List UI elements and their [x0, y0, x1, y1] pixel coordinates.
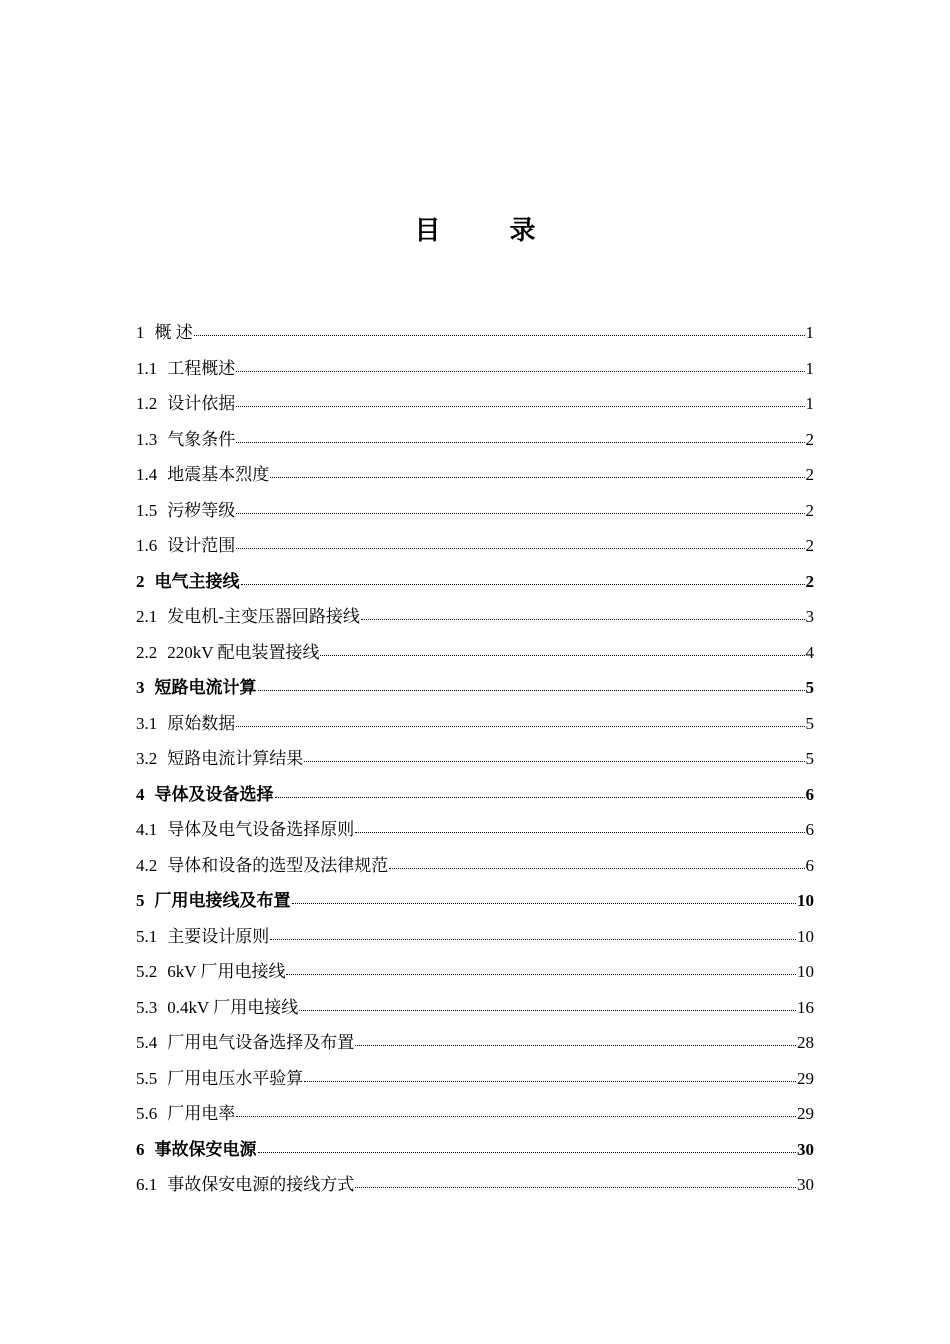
toc-entry-title: 6kV 厂用电接线 [167, 962, 286, 981]
toc-entry[interactable] [136, 1132, 814, 1168]
toc-entry-page-number: 1 [805, 394, 814, 413]
toc-entry-number: 1.1 [136, 358, 158, 378]
toc-entry[interactable] [136, 386, 814, 422]
toc-dot-leader [275, 797, 805, 798]
toc-entry-page-number: 6 [805, 784, 814, 804]
toc-entry-number: 1.2 [136, 394, 158, 413]
toc-entry-number: 1.5 [136, 500, 158, 520]
toc-entry[interactable] [136, 599, 814, 635]
toc-entry-title: 厂用电压水平验算 [167, 1068, 304, 1088]
page-title: 目 录 [414, 216, 566, 247]
toc-entry-title: 导体及电气设备选择原则 [167, 820, 355, 839]
toc-dot-leader [236, 1116, 796, 1117]
toc-entry-title: 短路电流计算 [154, 678, 257, 697]
toc-entry[interactable] [136, 670, 814, 706]
toc-dot-leader [236, 513, 804, 514]
toc-entry-title: 工程概述 [167, 358, 236, 378]
toc-entry-page-number: 30 [797, 1175, 814, 1194]
toc-entry-page-number: 2 [805, 500, 814, 520]
toc-entry-number: 4 [136, 784, 145, 804]
toc-entry-page-number: 6 [805, 855, 814, 875]
toc-entry-page-number: 10 [797, 926, 814, 946]
toc-entry[interactable] [136, 1096, 814, 1132]
toc-entry[interactable] [136, 919, 814, 955]
toc-entry-number: 6 [136, 1139, 145, 1159]
toc-entry-title: 厂用电气设备选择及布置 [167, 1033, 355, 1052]
toc-entry-number: 1.4 [136, 465, 158, 484]
toc-entry-number: 3.2 [136, 749, 158, 768]
toc-dot-leader [236, 406, 804, 407]
toc-entry[interactable] [136, 883, 814, 919]
toc-dot-leader [389, 868, 804, 869]
toc-entry-title: 导体及设备选择 [154, 784, 274, 804]
toc-entry-number: 2.1 [136, 607, 158, 626]
toc-dot-leader [258, 1152, 797, 1153]
toc-entry-title: 原始数据 [167, 713, 236, 733]
toc-dot-leader [355, 1045, 796, 1046]
toc-entry-title: 事故保安电源 [154, 1139, 257, 1159]
toc-entry-number: 4.1 [136, 820, 158, 839]
toc-entry[interactable] [136, 812, 814, 848]
toc-entry-title: 设计范围 [167, 536, 236, 555]
toc-entry-title: 短路电流计算结果 [167, 749, 304, 768]
toc-dot-leader [236, 442, 804, 443]
toc-entry-page-number: 28 [797, 1033, 814, 1052]
toc-dot-leader [304, 1081, 796, 1082]
toc-dot-leader [355, 1187, 796, 1188]
toc-entry-number: 2.2 [136, 642, 158, 662]
toc-dot-leader [270, 477, 804, 478]
toc-dot-leader [258, 690, 805, 691]
toc-dot-leader [236, 371, 804, 372]
toc-entry-number: 5 [136, 891, 145, 910]
toc-dot-leader [361, 619, 805, 620]
toc-entry-number: 4.2 [136, 855, 158, 875]
toc-entry-page-number: 10 [797, 891, 814, 910]
toc-entry[interactable] [136, 706, 814, 742]
toc-entry-number: 1.6 [136, 536, 158, 555]
toc-entry-number: 5.4 [136, 1033, 158, 1052]
toc-dot-leader [236, 548, 804, 549]
toc-entry-page-number: 29 [797, 1104, 814, 1123]
toc-entry-title: 事故保安电源的接线方式 [167, 1175, 355, 1194]
toc-entry-title: 概 述 [154, 323, 193, 342]
toc-entry[interactable] [136, 528, 814, 564]
toc-entry-page-number: 2 [805, 429, 814, 449]
toc-entry[interactable] [136, 1167, 814, 1203]
toc-entry-title: 导体和设备的选型及法律规范 [167, 855, 389, 875]
toc-entry-number: 5.5 [136, 1068, 158, 1088]
toc-entry-page-number: 5 [805, 749, 814, 768]
toc-dot-leader [320, 655, 804, 656]
toc-entry[interactable] [136, 564, 814, 600]
toc-entry[interactable] [136, 848, 814, 884]
toc-dot-leader [292, 903, 797, 904]
toc-entry-title: 220kV 配电装置接线 [167, 642, 320, 662]
toc-entry[interactable] [136, 741, 814, 777]
toc-entry-page-number: 5 [805, 678, 814, 697]
toc-entry-number: 5.6 [136, 1104, 158, 1123]
toc-dot-leader [194, 335, 805, 336]
toc-entry[interactable] [136, 990, 814, 1026]
table-of-contents [136, 315, 814, 1203]
toc-entry[interactable] [136, 351, 814, 387]
toc-dot-leader [270, 939, 796, 940]
toc-entry-title: 电气主接线 [154, 571, 240, 591]
toc-entry[interactable] [136, 635, 814, 671]
toc-entry-page-number: 10 [797, 962, 814, 981]
toc-entry-page-number: 2 [805, 465, 814, 484]
toc-entry-number: 1 [136, 323, 145, 342]
toc-entry-number: 3.1 [136, 713, 158, 733]
toc-entry-title: 设计依据 [167, 394, 236, 413]
toc-entry[interactable] [136, 493, 814, 529]
toc-entry[interactable] [136, 1025, 814, 1061]
toc-entry-page-number: 2 [805, 571, 814, 591]
toc-entry[interactable] [136, 777, 814, 813]
toc-entry-title: 主要设计原则 [167, 926, 270, 946]
toc-entry-title: 厂用电接线及布置 [154, 891, 291, 910]
toc-entry-page-number: 1 [805, 323, 814, 342]
toc-entry-title: 污秽等级 [167, 500, 236, 520]
toc-entry-page-number: 3 [805, 607, 814, 626]
toc-entry[interactable] [136, 954, 814, 990]
toc-dot-leader [241, 584, 805, 585]
toc-entry-title: 地震基本烈度 [167, 465, 270, 484]
toc-entry-page-number: 2 [805, 536, 814, 555]
toc-entry[interactable] [136, 315, 814, 351]
toc-entry-number: 3 [136, 678, 145, 697]
toc-entry-title: 0.4kV 厂用电接线 [167, 997, 299, 1017]
toc-entry-title: 气象条件 [167, 429, 236, 449]
toc-entry-page-number: 4 [805, 642, 814, 662]
toc-dot-leader [299, 1010, 796, 1011]
toc-entry-page-number: 1 [805, 358, 814, 378]
toc-entry-number: 1.3 [136, 429, 158, 449]
toc-entry[interactable] [136, 1061, 814, 1097]
toc-entry-number: 5.1 [136, 926, 158, 946]
toc-dot-leader [304, 761, 804, 762]
toc-dot-leader [355, 832, 804, 833]
toc-entry-page-number: 30 [797, 1139, 814, 1159]
toc-entry-number: 6.1 [136, 1175, 158, 1194]
toc-entry[interactable] [136, 457, 814, 493]
toc-entry-number: 5.3 [136, 997, 158, 1017]
toc-entry-number: 5.2 [136, 962, 158, 981]
toc-entry-page-number: 29 [797, 1068, 814, 1088]
toc-entry[interactable] [136, 422, 814, 458]
toc-entry-title: 厂用电率 [167, 1104, 236, 1123]
toc-dot-leader [236, 726, 804, 727]
toc-dot-leader [286, 974, 796, 975]
toc-entry-number: 2 [136, 571, 145, 591]
toc-entry-page-number: 5 [805, 713, 814, 733]
toc-entry-title: 发电机-主变压器回路接线 [167, 607, 360, 626]
toc-entry-page-number: 6 [805, 820, 814, 839]
toc-entry-page-number: 16 [797, 997, 814, 1017]
